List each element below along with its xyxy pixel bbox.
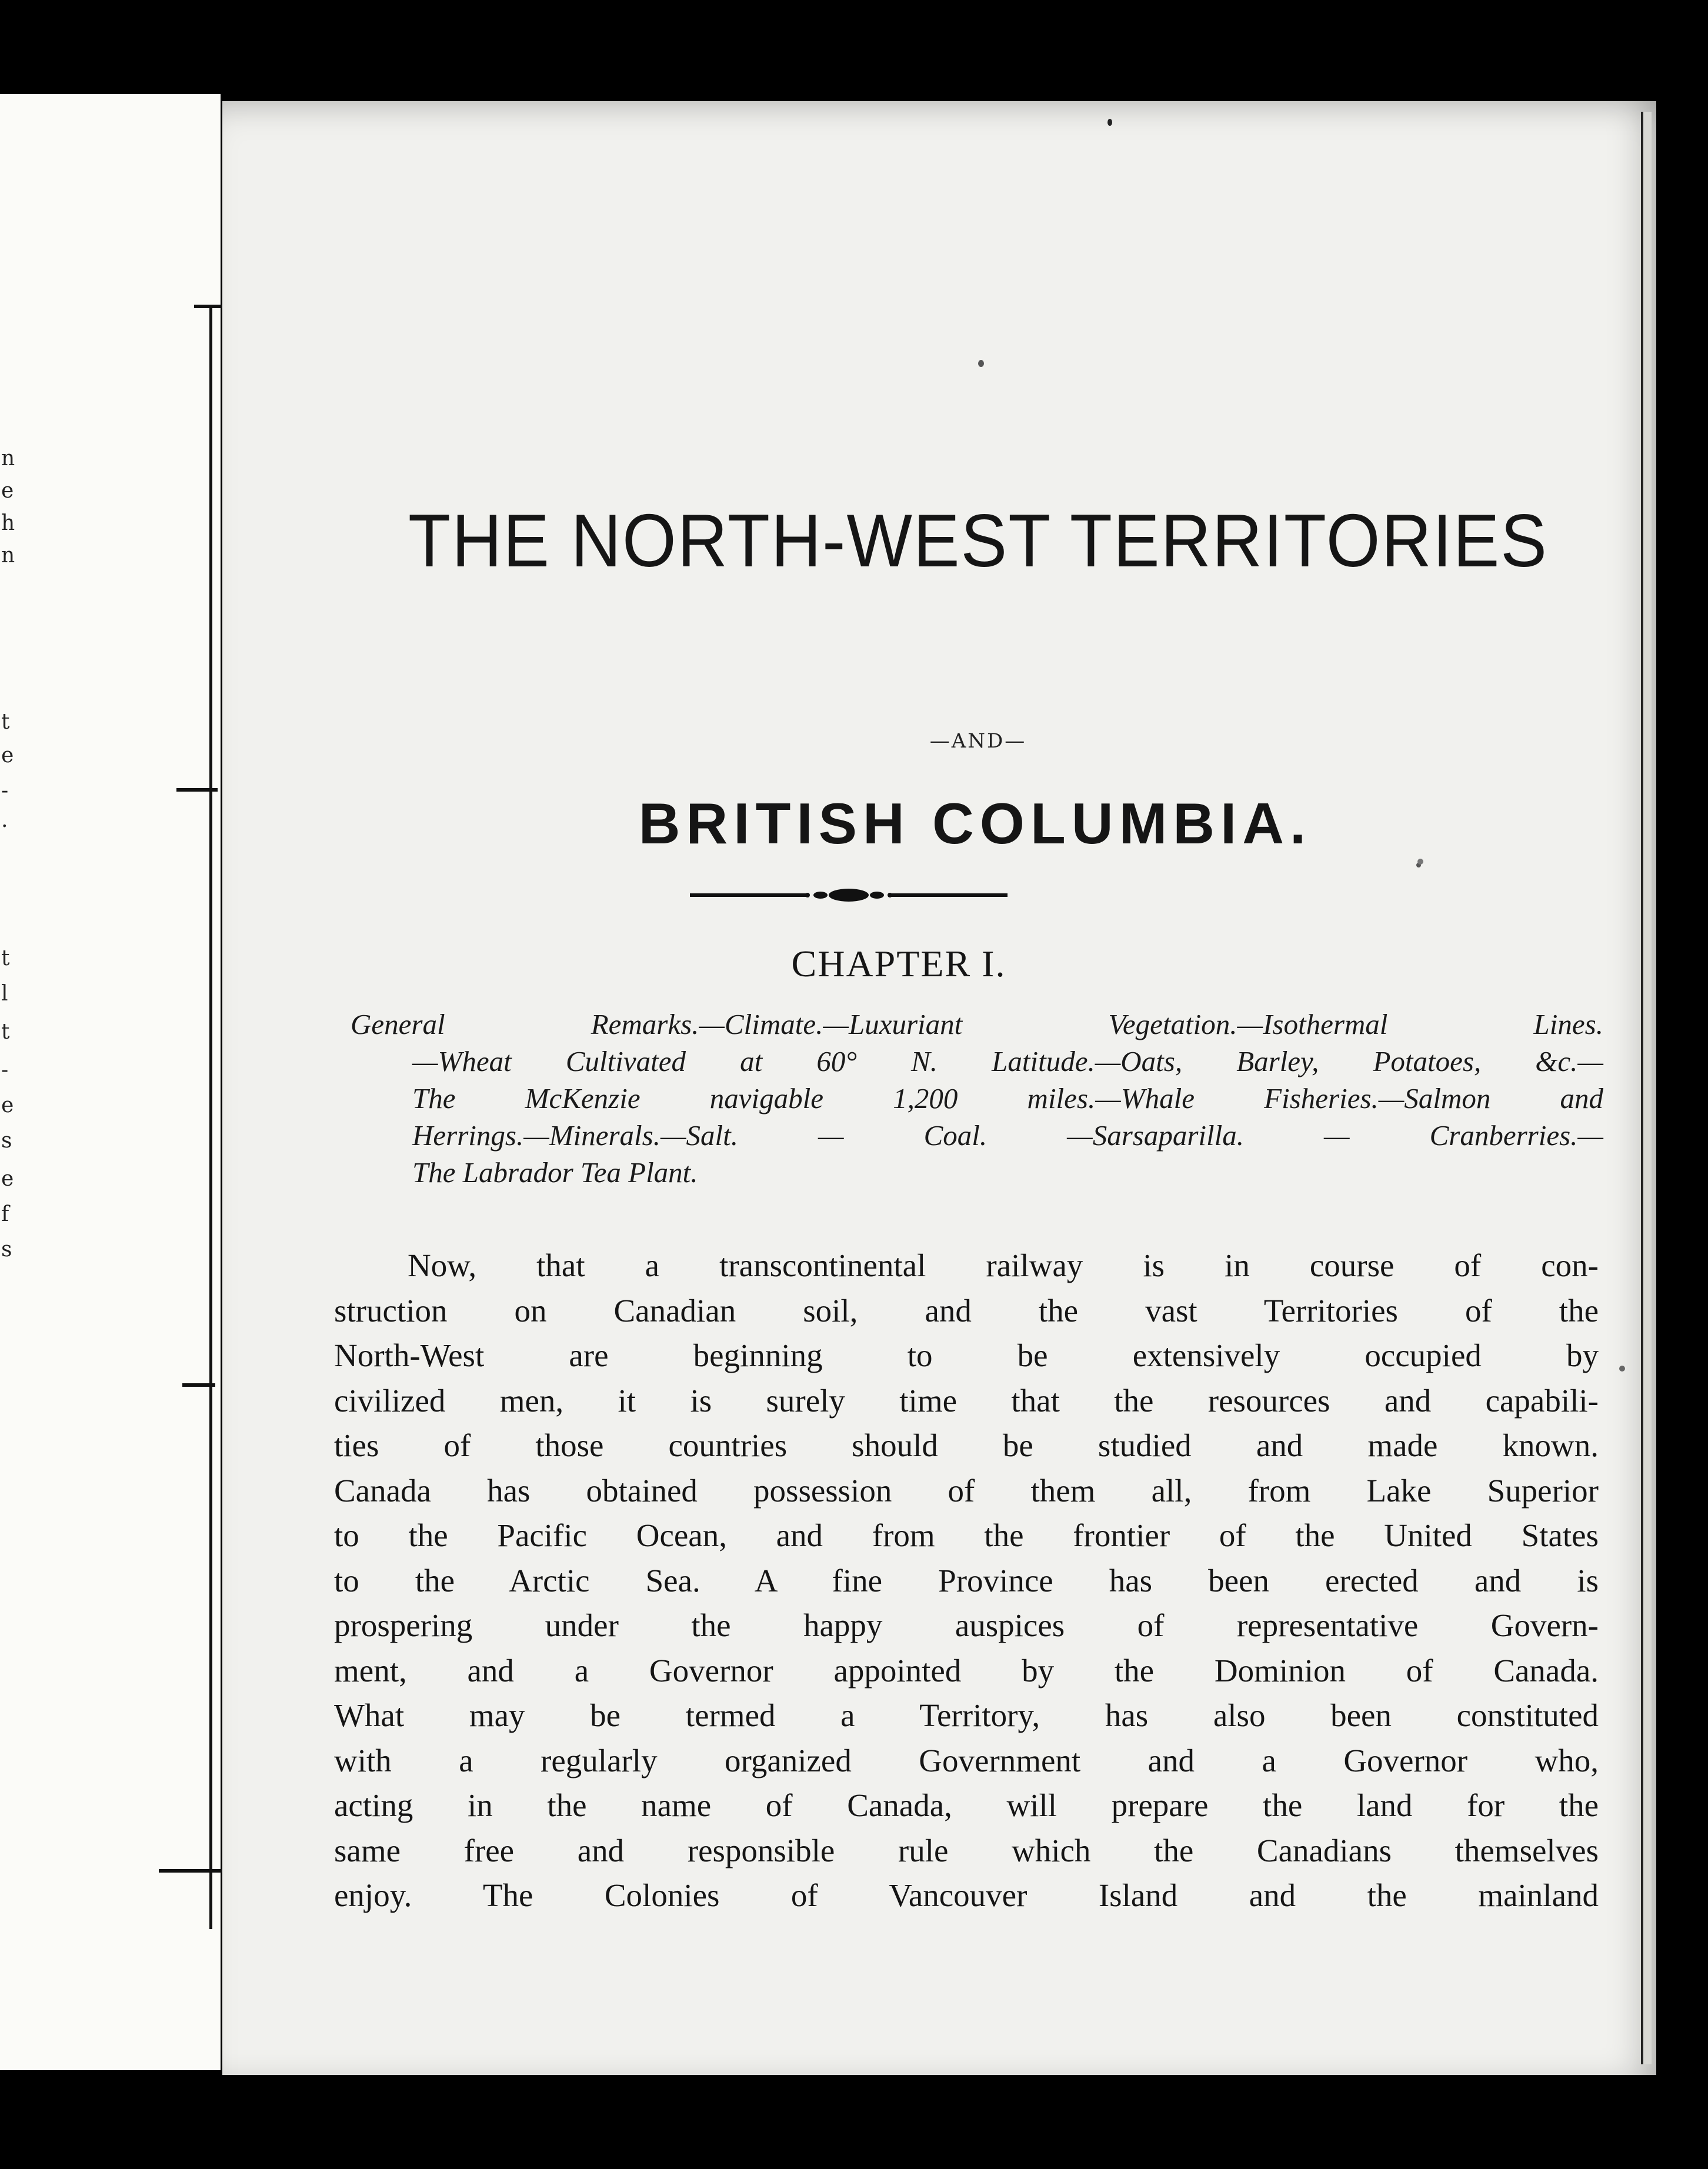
binding-stitch: [159, 1869, 223, 1873]
chapter-heading: CHAPTER I.: [791, 943, 1006, 985]
and-separator: —AND—: [929, 729, 1027, 753]
binding-thread: [209, 306, 212, 1929]
left-page-fragment: e: [1, 743, 14, 768]
page-title: THE NORTH-WEST TERRITORIES: [408, 499, 1548, 583]
left-page-fragment: s: [1, 1129, 12, 1153]
body-line: struction on Canadian soil, and the vast Territories of the: [334, 1292, 1599, 1329]
chapter-synopsis: [351, 1006, 1603, 1191]
synopsis-line: General Remarks.—Climate.—Luxuriant Vegetation.—Isothermal Lines.: [351, 1008, 1603, 1040]
left-page-fragment: t: [1, 1020, 10, 1044]
body-line: enjoy. The Colonies of Vancouver Island and the mainland: [334, 1877, 1599, 1913]
synopsis-line: Herrings.—Minerals.—Salt. — Coal. —Sarsaparilla. — Cranberries.—: [412, 1119, 1603, 1152]
paper-speck: [1107, 119, 1112, 126]
ornamental-rule: [690, 883, 1008, 907]
synopsis-line: The McKenzie navigable 1,200 miles.—Whale Fisheries.—Salmon and: [412, 1082, 1603, 1114]
left-page-fragment: f: [1, 1202, 9, 1226]
left-page-fragment: l: [1, 982, 8, 1006]
paper-speck: [1619, 1366, 1625, 1372]
left-page-fragment: e: [1, 1167, 14, 1191]
left-page-fragment: .: [1, 808, 8, 832]
body-line: ment, and a Governor appointed by the Dominion of Canada.: [334, 1652, 1599, 1689]
body-line: What may be termed a Territory, has also been constituted: [334, 1697, 1599, 1733]
body-paragraph: [334, 1243, 1599, 1918]
left-page-fragment: e: [1, 479, 14, 503]
body-line: acting in the name of Canada, will prepare the land for the: [334, 1787, 1599, 1823]
left-page-fragment: h: [1, 511, 15, 535]
body-line: prospering under the happy auspices of representative Govern-: [334, 1607, 1599, 1643]
body-line: to the Arctic Sea. A fine Province has been erected and is: [334, 1562, 1599, 1599]
body-line: Now, that a transcontinental railway is in course of con-: [408, 1247, 1599, 1283]
binding-stitch: [194, 305, 222, 308]
binding-stitch: [176, 788, 218, 792]
left-page-fragment: n: [1, 543, 15, 568]
body-line: to the Pacific Ocean, and from the frontier of the United States: [334, 1517, 1599, 1553]
paper-speck: [978, 360, 984, 367]
body-line: same free and responsible rule which the Canadians themselves: [334, 1832, 1599, 1868]
page-edge: [1641, 112, 1652, 2064]
book-page: [222, 101, 1656, 2075]
body-line: with a regularly organized Government and a Governor who,: [334, 1742, 1599, 1778]
body-line: Canada has obtained possession of them all, from Lake Superior: [334, 1472, 1599, 1509]
previous-page-edge: [0, 94, 221, 2070]
left-page-fragment: t: [1, 946, 10, 970]
paper-speck: [1417, 859, 1423, 865]
left-page-fragment: s: [1, 1237, 12, 1262]
left-page-fragment: -: [1, 779, 9, 803]
body-line: North-West are beginning to be extensively occupied by: [334, 1337, 1599, 1373]
synopsis-line: The Labrador Tea Plant.: [412, 1156, 698, 1189]
binding-stitch: [182, 1383, 215, 1387]
left-page-fragment: t: [1, 710, 10, 734]
left-page-fragment: -: [1, 1058, 9, 1082]
body-line: civilized men, it is surely time that the resources and capabili-: [334, 1382, 1599, 1419]
synopsis-line: —Wheat Cultivated at 60° N. Latitude.—Oats, Barley, Potatoes, &c.—: [412, 1045, 1603, 1077]
body-line: ties of those countries should be studied and made known.: [334, 1427, 1599, 1463]
left-page-fragment: e: [1, 1093, 14, 1117]
left-page-fragment: n: [1, 446, 15, 470]
page-subtitle: BRITISH COLUMBIA.: [638, 791, 1312, 856]
